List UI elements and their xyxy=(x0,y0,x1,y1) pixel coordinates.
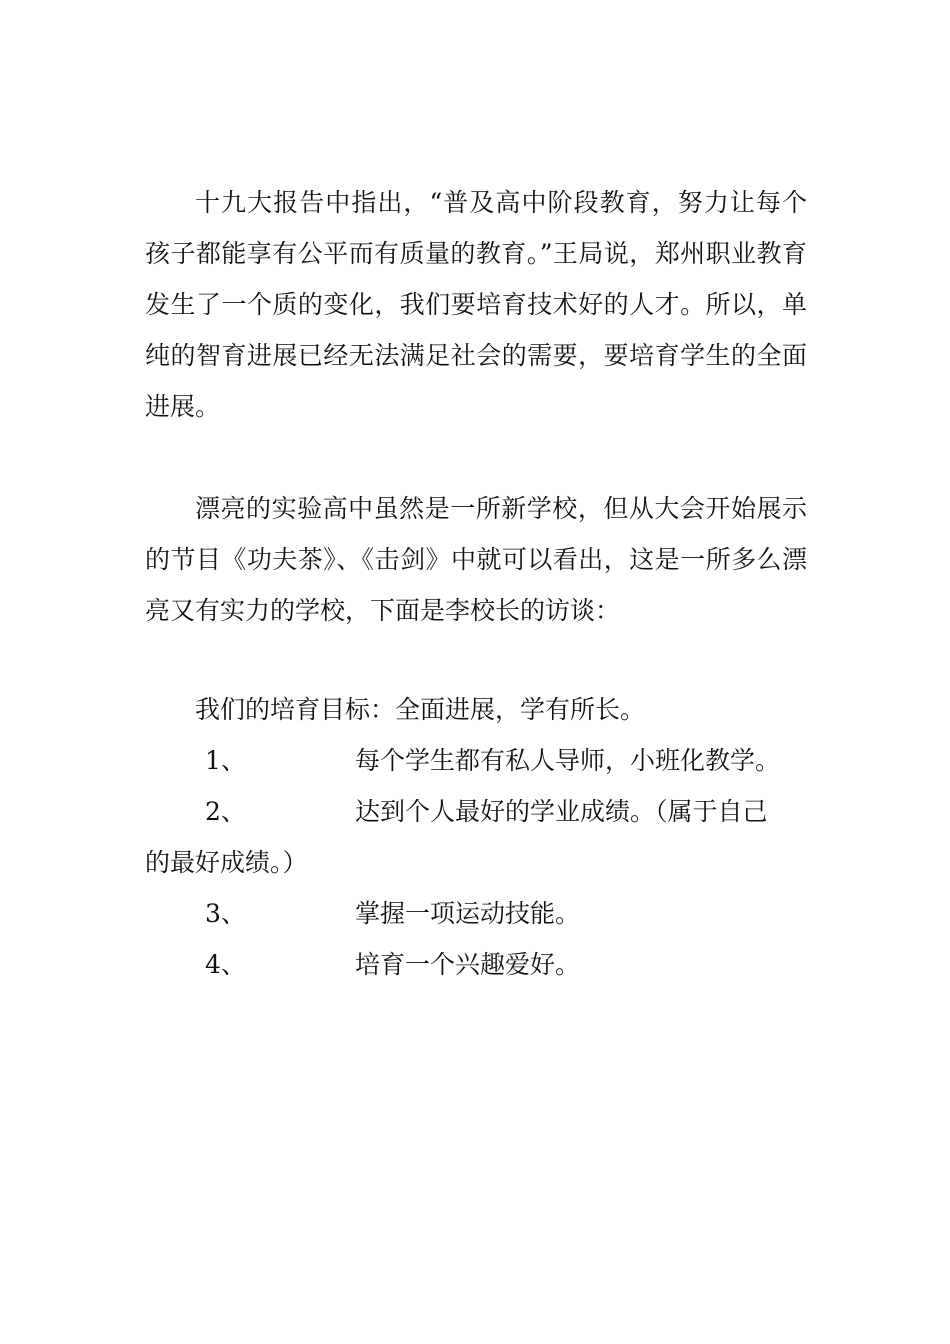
paragraph-goal: 我们的培育目标：全面进展，学有所长。 xyxy=(195,695,646,724)
list-item-3 xyxy=(145,888,807,939)
list-text: 每个学生都有私人导师，小班化教学。 xyxy=(355,746,781,775)
list-item-1 xyxy=(145,735,807,786)
list-text: 达到个人最好的学业成绩。（属于自己 xyxy=(355,797,768,826)
list-number: 1、 xyxy=(205,746,246,775)
list-text: 掌握一项运动技能。 xyxy=(355,899,581,928)
paragraph-report: 十九大报告中指出，“普及高中阶段教育，努力让每个孩子都能享有公平而有质量的教育。”王局说，郑州职业教育发生了一个质的变化，我们要培育技术好的人才。所以，单纯的智育进展已经无法满足社会的需要，要培育学生的全面进展。 xyxy=(145,188,807,421)
list-number: 4、 xyxy=(205,950,246,979)
list-item-2-continuation: 的最好成绩。） xyxy=(145,848,308,877)
list-item-2 xyxy=(145,786,807,837)
list-item-4 xyxy=(145,939,807,990)
list-number: 3、 xyxy=(205,899,246,928)
document-page xyxy=(145,177,807,990)
list-number: 2、 xyxy=(205,797,246,826)
list-text: 培育一个兴趣爱好。 xyxy=(355,950,581,979)
paragraph-school-intro: 漂亮的实验高中虽然是一所新学校，但从大会开始展示的节目《功夫茶》、《击剑》中就可以看出，这是一所多么漂亮又有实力的学校，下面是李校长的访谈： xyxy=(145,494,807,625)
